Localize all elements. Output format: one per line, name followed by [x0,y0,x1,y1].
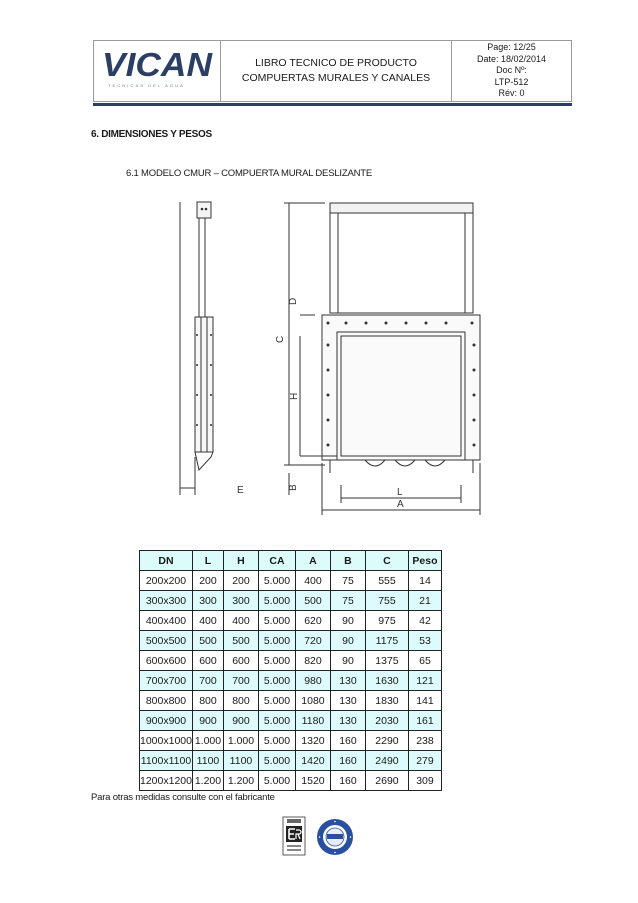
logo-cell [94,41,221,101]
table-cell: 400 [223,611,258,631]
table-cell: 1630 [365,671,408,691]
table-cell: 14 [408,571,441,591]
table-cell: 5.000 [258,651,295,671]
doc-number: LTP-512 [494,76,529,87]
table-cell: 53 [408,631,441,651]
table-cell: 42 [408,611,441,631]
table-cell: 300x300 [140,591,193,611]
front-view [284,203,480,515]
table-row [140,571,442,591]
table-cell: 2290 [365,731,408,751]
table-cell: 400 [192,611,223,631]
column-header: Peso [408,551,441,571]
table-cell: 200x200 [140,571,193,591]
table-cell: 620 [295,611,330,631]
table-row [140,751,442,771]
dimension-label-b: B [288,484,299,491]
table-cell: 5.000 [258,751,295,771]
company-logo [102,48,214,82]
subsection-title: 6.1 MODELO CMUR – COMPUERTA MURAL DESLIZANTE [126,168,372,179]
table-row [140,611,442,631]
table-cell: 5.000 [258,771,295,791]
table-cell: 1830 [365,691,408,711]
table-cell: 720 [295,631,330,651]
table-cell: 65 [408,651,441,671]
logo-tagline: TECNICAS DEL AGUA [108,83,185,88]
table-cell: 200 [192,571,223,591]
aenor-er-certification-mark [282,816,306,856]
table-cell: 700 [192,671,223,691]
dimension-label-h: H [289,392,300,400]
dimensions-table [139,550,442,791]
column-header: CA [258,551,295,571]
table-cell: 5.000 [258,631,295,651]
table-cell: 1100x1100 [140,751,193,771]
title-line-1: LIBRO TECNICO DE PRODUCTO [255,57,417,69]
table-cell: 1375 [365,651,408,671]
dimension-label-c: C [275,335,286,343]
table-cell: 800 [192,691,223,711]
table-cell: 600 [223,651,258,671]
header-rule [93,103,572,106]
table-cell: 500 [192,631,223,651]
table-cell: 90 [330,631,365,651]
table-cell: 1175 [365,631,408,651]
table-cell: 2030 [365,711,408,731]
dimension-label-e: E [237,485,244,496]
table-cell: 400 [295,571,330,591]
table-cell: 160 [330,751,365,771]
table-row [140,651,442,671]
document-title [221,41,452,101]
table-cell: 2690 [365,771,408,791]
table-cell: 75 [330,591,365,611]
table-cell: 161 [408,711,441,731]
document-meta [452,41,571,101]
table-cell: 1320 [295,731,330,751]
column-header: H [223,551,258,571]
technical-drawing [175,195,510,520]
table-cell: 5.000 [258,671,295,691]
table-cell: 90 [330,651,365,671]
column-header: A [295,551,330,571]
table-cell: 160 [330,771,365,791]
table-cell: 141 [408,691,441,711]
table-cell: 1080 [295,691,330,711]
table-cell: 75 [330,571,365,591]
table-cell: 238 [408,731,441,751]
iqnet-certification-mark [316,818,354,856]
table-cell: 1180 [295,711,330,731]
table-cell: 1420 [295,751,330,771]
table-cell: 5.000 [258,731,295,751]
table-cell: 200 [223,571,258,591]
table-cell: 700x700 [140,671,193,691]
column-header: C [365,551,408,571]
table-cell: 1200x1200 [140,771,193,791]
column-header: DN [140,551,193,571]
table-cell: 900 [192,711,223,731]
table-cell: 2490 [365,751,408,771]
table-cell: 500x500 [140,631,193,651]
table-header-row [140,551,442,571]
dimension-label-a: A [397,499,404,510]
table-cell: 800 [223,691,258,711]
table-cell: 555 [365,571,408,591]
table-cell: 279 [408,751,441,771]
table-row [140,771,442,791]
side-view [180,202,213,495]
table-cell: 500 [295,591,330,611]
table-cell: 975 [365,611,408,631]
table-cell: 755 [365,591,408,611]
table-cell: 1100 [192,751,223,771]
column-header: L [192,551,223,571]
table-cell: 160 [330,731,365,751]
table-cell: 1.000 [223,731,258,751]
footnote: Para otras medidas consulte con el fabricante [91,792,275,803]
table-cell: 500 [223,631,258,651]
table-cell: 980 [295,671,330,691]
table-cell: 309 [408,771,441,791]
section-title: 6. DIMENSIONES Y PESOS [91,129,212,140]
dimension-label-l: L [397,487,403,498]
table-cell: 1520 [295,771,330,791]
title-line-2: COMPUERTAS MURALES Y CANALES [241,72,431,84]
svg-text:VICAN: VICAN [102,48,214,82]
document-header [93,40,572,102]
table-cell: 5.000 [258,591,295,611]
table-cell: 900x900 [140,711,193,731]
table-row [140,691,442,711]
table-cell: 1.000 [192,731,223,751]
table-row [140,731,442,751]
table-cell: 5.000 [258,571,295,591]
table-cell: 90 [330,611,365,631]
table-cell: 600x600 [140,651,193,671]
table-cell: 400x400 [140,611,193,631]
table-cell: 130 [330,711,365,731]
table-row [140,591,442,611]
table-cell: 21 [408,591,441,611]
table-cell: 600 [192,651,223,671]
table-row [140,631,442,651]
page-number: Page: 12/25 [487,42,536,53]
table-cell: 1.200 [192,771,223,791]
column-header: B [330,551,365,571]
table-row [140,711,442,731]
table-cell: 1000x1000 [140,731,193,751]
table-cell: 5.000 [258,691,295,711]
table-cell: 130 [330,691,365,711]
table-cell: 300 [223,591,258,611]
revision: Rév: 0 [498,88,525,99]
table-cell: 820 [295,651,330,671]
table-cell: 700 [223,671,258,691]
table-row [140,671,442,691]
table-cell: 5.000 [258,711,295,731]
table-cell: 130 [330,671,365,691]
table-cell: 5.000 [258,611,295,631]
document-date: Date: 18/02/2014 [476,53,547,64]
table-cell: 300 [192,591,223,611]
table-cell: 121 [408,671,441,691]
table-cell: 1100 [223,751,258,771]
dimension-label-d: D [288,297,299,305]
table-cell: 900 [223,711,258,731]
table-cell: 800x800 [140,691,193,711]
table-cell: 1.200 [223,771,258,791]
doc-number-label: Doc Nº: [496,65,527,76]
